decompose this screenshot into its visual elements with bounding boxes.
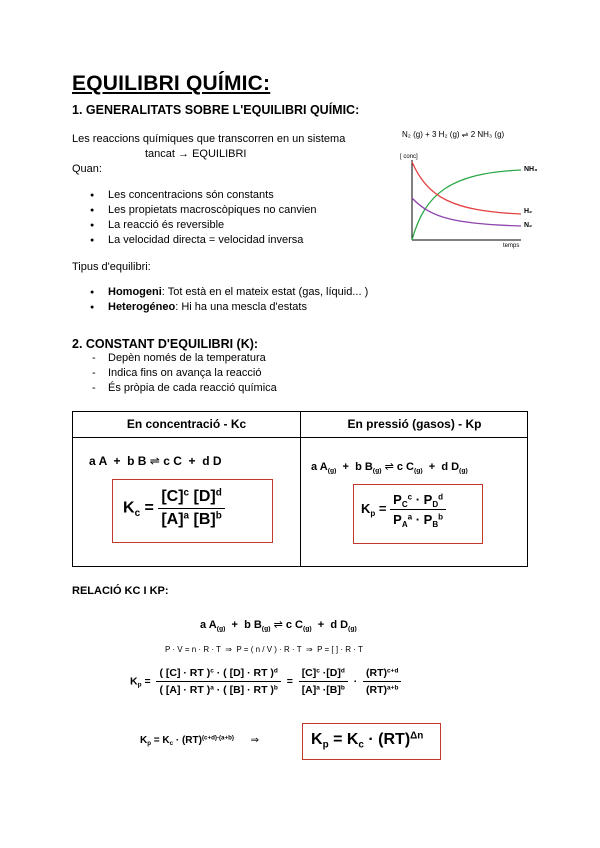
graph-ylabel: [ conc] — [400, 154, 418, 160]
graph-xlabel: temps — [503, 243, 520, 249]
kp-derivation: $K_p$ = $\frac{( [C] \cdot RT )^c \cdot ( [D] \cdot RT )^d}{( [A] \cdot RT )^a \cdot ( [B] \cdot RT )^b}$ = $\frac{[C]^c \cdot[D]^d}{[A]^a \cdot[B]^b}$ · $\frac{(RT)^{c+d}}{(RT)^{a+b}}$ — [130, 667, 401, 696]
table-header-kc: En concentració - Kc — [126, 417, 247, 431]
type-term: Heterogéneo — [108, 301, 176, 313]
types-list — [72, 285, 368, 315]
equilibrium-constant-table — [72, 411, 528, 567]
type-desc: : Hi ha una mescla d'estats — [175, 301, 307, 313]
table-header-kp: En pressió (gasos) - Kp — [347, 417, 482, 431]
list-item: ● Les concentracions són constants — [72, 188, 317, 203]
list-item: - És pròpia de cada reacció química — [72, 381, 277, 396]
series-line-n2 — [412, 198, 521, 226]
list-item: - Indica fins on avança la reacció — [72, 366, 277, 381]
type-term: Homogeni — [108, 286, 162, 298]
quan-label: Quan: — [72, 163, 102, 175]
series-line-h2 — [412, 162, 521, 214]
section2-heading: 2. CONSTANT D'EQUILIBRI (K): — [72, 337, 259, 351]
series-label-h2: H₂ — [524, 208, 533, 215]
type-desc: : Tot està en el mateix estat (gas, líquid... ) — [161, 286, 369, 298]
list-item — [72, 300, 368, 315]
intro-line-2: tancat → EQUILIBRI — [145, 148, 247, 160]
section1-heading: 1. GENERALITATS SOBRE L'EQUILIBRI QUÍMIC: — [72, 103, 360, 117]
relation-heading: RELACIÓ KC I KP: — [72, 585, 169, 597]
reaction-gas: a $A_{(g)} + b$ $B_{(g)}$ ⇌ c $C_{(g)} + d$ $D_{(g)}$ — [200, 619, 357, 633]
list-item: ● La reacció és reversible — [72, 218, 317, 233]
types-label: Tipus d'equilibri: — [72, 261, 151, 273]
list-item: ● La velocidad directa = velocidad inversa — [72, 233, 317, 248]
reaction-kp: a $A_{(g)} + b$ $B_{(g)}$ ⇌ c $C_{(g)} + d$ $D_{(g)}$ — [311, 461, 468, 475]
kp-formula-box: $K_p$ = $\frac{P_C^c \cdot P_D^d}{P_A^a \cdot P_B^b}$ — [353, 484, 483, 544]
k-properties-list — [72, 351, 277, 396]
kp-kc-intermediate: $K_p = K_c \cdot (RT)^{(c+d)-(a+b)}$ ⇒ — [140, 734, 260, 748]
reaction-label: N₂ (g) + 3 H₂ (g) ⇌ 2 NH₃ (g) — [402, 130, 505, 139]
concentration-graph — [393, 148, 543, 253]
list-item — [72, 285, 368, 300]
series-label-n2: N₂ — [524, 222, 533, 229]
conditions-list — [72, 188, 317, 248]
ideal-gas-relation: P · V = n · R · T ⇒ P = ( n / V ) · R · T ⇒ P = [ ] · R · T — [165, 645, 363, 654]
list-item: ● Les propietats macroscòpiques no canvien — [72, 203, 317, 218]
series-label-nh3: NH₃ — [524, 166, 538, 173]
page-title: EQUILIBRI QUÍMIC: — [72, 72, 271, 95]
kc-formula-box: $K_c$ = $\frac{[C]^c [D]^d}{[A]^a [B]^b}$ — [112, 479, 273, 543]
kp-kc-final-box: $K_p = K_c \cdot (RT)^{\Delta n}$ — [302, 723, 441, 760]
list-item: - Depèn només de la temperatura — [72, 351, 277, 366]
intro-line-1: Les reaccions químiques que transcorren en un sistema — [72, 133, 346, 145]
reaction-kc: a A + b B ⇌ c C + d D — [89, 454, 222, 468]
series-line-nh3 — [412, 170, 521, 240]
